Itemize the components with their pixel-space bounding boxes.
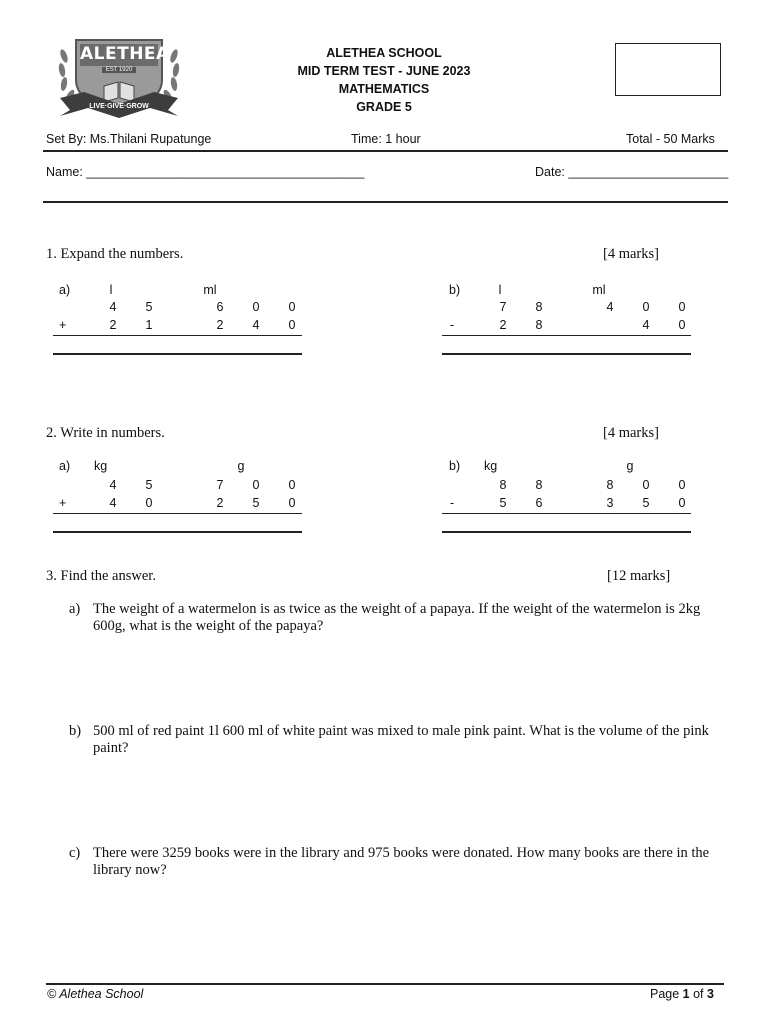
page-current: 1 <box>682 987 690 1001</box>
q2a-operator: + <box>59 496 67 510</box>
q3c-text: There were 3259 books were in the library and 975 books were donated. How many books are there in the library now? <box>93 845 710 878</box>
q3a-label: a) <box>69 601 81 617</box>
q2a-label: a) <box>59 459 71 473</box>
time-allowed: Time: 1 hour <box>351 132 421 146</box>
q3a-text: The weight of a watermelon is as twice as the weight of a papaya. If the weight of the watermelon is 2kg 600g, what is the weight of the papaya? <box>93 601 701 634</box>
q2b-unit-g: g <box>626 459 634 473</box>
q1b-label: b) <box>449 283 461 297</box>
q2b-digit: 8 <box>499 478 507 492</box>
q1b-operator: - <box>450 318 455 332</box>
logo-name: ALETHEA <box>80 44 170 64</box>
q1b-digit: 4 <box>606 300 614 314</box>
q2b-sum-line <box>442 513 691 514</box>
q2a-digit: 0 <box>252 478 260 492</box>
q2a-digit: 2 <box>216 496 224 510</box>
q1a-digit: 0 <box>252 300 260 314</box>
q1-marks: [4 marks] <box>603 246 659 262</box>
q2a-digit: 0 <box>145 496 153 510</box>
q1b-answer-line[interactable] <box>442 353 691 355</box>
marks-box <box>615 43 721 96</box>
q1a-answer-line[interactable] <box>53 353 302 355</box>
q2a-answer-line[interactable] <box>53 531 302 533</box>
q2b-digit: 3 <box>606 496 614 510</box>
q2b-digit: 0 <box>678 496 686 510</box>
q2a-digit: 4 <box>109 478 117 492</box>
q1a-digit: 1 <box>145 318 153 332</box>
q1a-digit: 4 <box>109 300 117 314</box>
q2b-answer-line[interactable] <box>442 531 691 533</box>
q3b-label: b) <box>69 723 82 739</box>
q1a-unit-ml: ml <box>203 283 217 297</box>
school-name: ALETHEA SCHOOL <box>326 46 442 60</box>
q1a-digit: 2 <box>216 318 224 332</box>
q1a-unit-l: l <box>109 283 113 297</box>
name-divider <box>43 201 728 203</box>
q2a-unit-g: g <box>237 459 245 473</box>
footer-copyright: © Alethea School <box>47 987 144 1001</box>
q1b-sum-line <box>442 335 691 336</box>
q1b-digit: 8 <box>535 300 543 314</box>
q2-marks: [4 marks] <box>603 425 659 441</box>
q1a-sum-line <box>53 335 302 336</box>
logo-motto: LIVE·GIVE·GROW <box>89 103 149 110</box>
q2b-digit: 5 <box>642 496 650 510</box>
q2a-unit-kg: kg <box>94 459 108 473</box>
q1a-label: a) <box>59 283 71 297</box>
page-prefix: Page <box>650 987 683 1001</box>
footer-divider <box>46 983 724 985</box>
q1-title: 1. Expand the numbers. <box>46 246 184 262</box>
q1a-digit: 4 <box>252 318 260 332</box>
q2-title: 2. Write in numbers. <box>46 425 165 441</box>
q2a-digit: 7 <box>216 478 224 492</box>
q2a-digit: 0 <box>288 478 296 492</box>
q1b-digit: 4 <box>642 318 650 332</box>
page-total: 3 <box>707 987 714 1001</box>
test-name: MID TERM TEST - JUNE 2023 <box>297 64 471 78</box>
q2b-digit: 0 <box>678 478 686 492</box>
q1a-digit: 2 <box>109 318 117 332</box>
q1a-operator: + <box>59 318 67 332</box>
q1b-digit: 0 <box>678 300 686 314</box>
q2a-digit: 4 <box>109 496 117 510</box>
q1a-digit: 0 <box>288 318 296 332</box>
q2b-operator: - <box>450 496 455 510</box>
q3c-label: c) <box>69 845 81 861</box>
q1b-unit-ml: ml <box>592 283 606 297</box>
header-divider <box>43 150 728 152</box>
q3b-text: 500 ml of red paint 1l 600 ml of white paint was mixed to male pink paint. What is the volume of the pink paint? <box>93 723 709 756</box>
q1b-digit: 0 <box>678 318 686 332</box>
q1b-digit: 7 <box>499 300 507 314</box>
q3-title: 3. Find the answer. <box>46 568 156 584</box>
q1a-digit: 0 <box>288 300 296 314</box>
q2a-digit: 0 <box>288 496 296 510</box>
set-by: Set By: Ms.Thilani Rupatunge <box>46 132 212 146</box>
q1b-digit: 2 <box>499 318 507 332</box>
q2b-digit: 6 <box>535 496 543 510</box>
q2b-digit: 5 <box>499 496 507 510</box>
q1b-digit: 0 <box>642 300 650 314</box>
grade-name: GRADE 5 <box>356 100 412 114</box>
q2b-digit: 8 <box>606 478 614 492</box>
q2b-label: b) <box>449 459 461 473</box>
q1b-unit-l: l <box>498 283 502 297</box>
page-number <box>650 987 714 1001</box>
q1a-digit: 5 <box>145 300 153 314</box>
page-of: of <box>689 987 707 1001</box>
subject-name: MATHEMATICS <box>338 82 430 96</box>
q2b-digit: 8 <box>535 478 543 492</box>
q2b-unit-kg: kg <box>484 459 498 473</box>
total-marks: Total - 50 Marks <box>626 132 715 146</box>
q1b-digit: 8 <box>535 318 543 332</box>
q2b-digit: 0 <box>642 478 650 492</box>
q1a-digit: 6 <box>216 300 224 314</box>
q2a-digit: 5 <box>145 478 153 492</box>
name-field[interactable]: Name: ________________________________________ <box>46 165 365 179</box>
logo-est: EST 1920 <box>102 67 136 73</box>
q2a-digit: 5 <box>252 496 260 510</box>
q3-marks: [12 marks] <box>607 568 671 584</box>
q2a-sum-line <box>53 513 302 514</box>
date-field[interactable]: Date: _______________________ <box>535 165 729 179</box>
